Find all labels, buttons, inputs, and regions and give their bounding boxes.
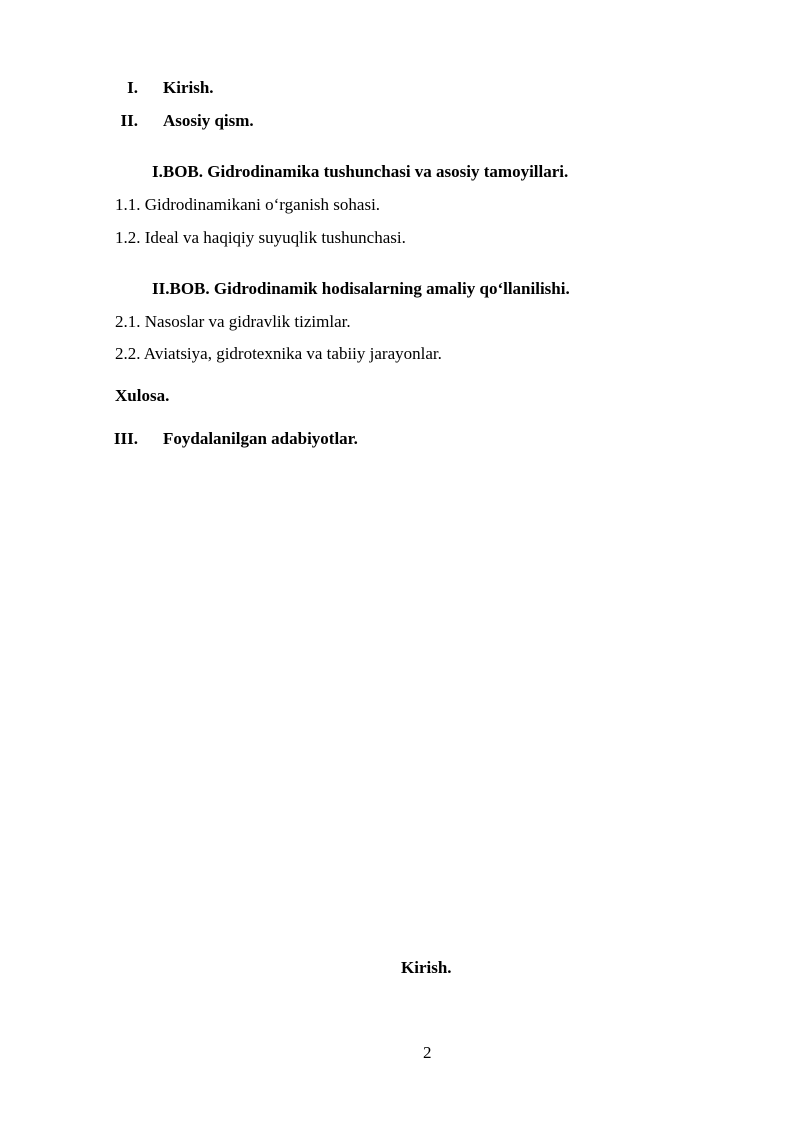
toc-numeral: III. xyxy=(113,429,138,448)
toc-label: Kirish. xyxy=(163,78,214,97)
toc-label: Asosiy qism. xyxy=(163,111,254,130)
toc-section-1-2: 1.2. Ideal va haqiqiy suyuqlik tushunchasi. xyxy=(115,228,406,247)
toc-numeral: II. xyxy=(120,111,138,130)
toc-label: Foydalanilgan adabiyotlar. xyxy=(163,429,358,448)
toc-chapter-1-heading: I.BOB. Gidrodinamika tushunchasi va asosiy tamoyillari. xyxy=(152,162,569,181)
toc-section-2-1: 2.1. Nasoslar va gidravlik tizimlar. xyxy=(115,312,351,331)
toc-conclusion: Xulosa. xyxy=(115,386,170,405)
toc-section-2-2: 2.2. Aviatsiya, gidrotexnika va tabiiy jarayonlar. xyxy=(115,344,442,363)
section-title: Kirish. xyxy=(401,958,452,977)
page-number: 2 xyxy=(423,1043,432,1062)
toc-numeral: I. xyxy=(127,78,138,97)
toc-chapter-2-heading: II.BOB. Gidrodinamik hodisalarning amaliy qo‘llanilishi. xyxy=(152,279,570,298)
toc-section-1-1: 1.1. Gidrodinamikani o‘rganish sohasi. xyxy=(115,195,381,214)
